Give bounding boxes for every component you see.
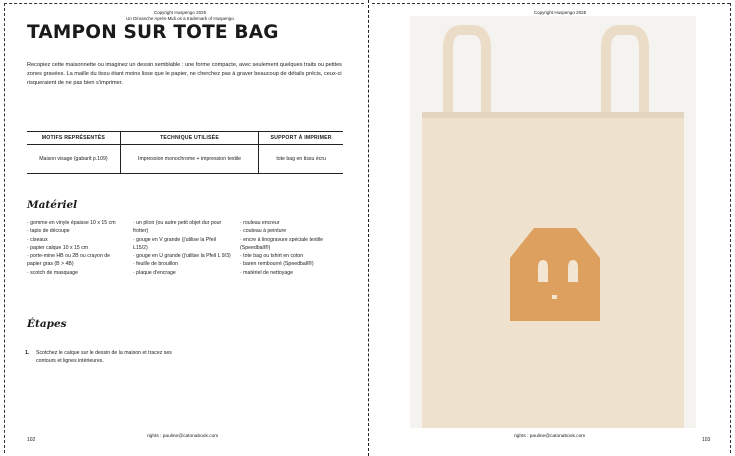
materiel-heading: Matériel xyxy=(27,199,78,211)
step-number: 1. xyxy=(25,350,30,356)
list-item: · tote bag ou tshirt en coton xyxy=(240,253,304,260)
page-number-right: 103 xyxy=(702,437,711,443)
table-header-support: SUPPORT À IMPRIMER xyxy=(259,132,343,145)
list-item: · gouge en V grande (j'utilise la Pfeil L15/2) xyxy=(133,236,216,251)
cut-line-left xyxy=(4,3,5,453)
list-item: · matériel de nettoyage xyxy=(240,269,294,276)
materiel-list-col2 xyxy=(133,219,231,277)
tote-bag-photo xyxy=(410,16,696,428)
technique-table xyxy=(27,131,343,174)
list-item: · couteau à peinture xyxy=(240,228,287,235)
materiel-list-col1 xyxy=(27,219,125,277)
copyright-notice xyxy=(110,10,250,22)
tote-bag-illustration xyxy=(410,16,696,428)
house-mouth xyxy=(552,295,557,299)
page-fold-divider xyxy=(368,0,369,456)
table-row xyxy=(27,145,343,174)
tote-hem xyxy=(422,112,684,118)
cut-line-top-right xyxy=(372,3,730,4)
table-cell-motif: Maison visage (gabarit p.109) xyxy=(27,145,120,174)
table-header-motifs: MOTIFS REPRÉSENTÉS xyxy=(27,132,120,145)
page-title: TAMPON SUR TOTE BAG xyxy=(27,22,279,43)
materiel-list-col3 xyxy=(240,219,340,277)
house-stamp-shape xyxy=(510,228,600,321)
list-item: · scotch de masquage xyxy=(27,269,79,276)
rights-footer-right: rights : pauline@catonabook.com xyxy=(514,434,586,439)
cut-line-top-left xyxy=(4,3,364,4)
list-item: · un plioir (ou autre petit objet dur pour frotter) xyxy=(133,220,222,235)
house-window-left xyxy=(538,260,548,282)
list-item: · porte-mine HB ou 2B ou crayon de papier gras (B > 4B) xyxy=(27,253,111,268)
house-window-right xyxy=(568,260,578,282)
table-cell-technique: Impression monochrome + impression textile xyxy=(120,145,258,174)
copyright-line-2: Un Dimanche Après-Midi os a trademark of Huspengo xyxy=(126,16,234,21)
list-item: · feuille de brouillon xyxy=(133,261,178,268)
list-item: · papier calque 10 x 15 cm xyxy=(27,244,89,251)
copyright-line-1: Copyright Huspengo 2025 xyxy=(153,10,207,15)
list-item: · baren rembourré (Speedball®) xyxy=(240,261,314,268)
list-item: · ciseaux xyxy=(27,236,48,243)
table-header-technique: TECHNIQUE UTILISÉE xyxy=(120,132,258,145)
cut-line-right xyxy=(730,3,731,453)
list-item: · plaque d'encrage xyxy=(133,269,176,276)
table-cell-support: tote bag en tissu écru xyxy=(259,145,343,174)
house-stamp xyxy=(510,228,600,321)
rights-footer-left: rights : pauline@catonabook.com xyxy=(147,434,219,439)
list-item: · rouleau encreur xyxy=(240,220,280,226)
table-header-row xyxy=(27,132,343,145)
page-number-left: 102 xyxy=(27,437,36,443)
list-item: · gouge en U grande (j'utilise la Pfeil L 9/3) xyxy=(133,253,231,260)
copyright-line-1: Copyright Huspengo 2025 xyxy=(533,10,587,15)
list-item: · encre à linogravure spéciale textile (Speedball®) xyxy=(240,236,324,251)
list-item: · gomme en vinyle épaisse 10 x 15 cm xyxy=(27,220,116,226)
list-item: · tapis de découpe xyxy=(27,228,70,235)
intro-paragraph: Recopiez cette maisonnette ou imaginez un dessin semblable : une forme compacte, avec seulement quelques traits ou petites zones gravées. La maille du tissu étant moins lisse que le papier, ne cherchez pas à graver beaucoup de détails précis, ceux-ci risqueraient de ne pas bien s'imprimer. xyxy=(27,62,342,86)
step-text: Scotchez le calque sur le dessin de la maison et tracez ses contours et lignes intérieures. xyxy=(36,350,172,364)
etapes-heading: Étapes xyxy=(27,318,67,330)
